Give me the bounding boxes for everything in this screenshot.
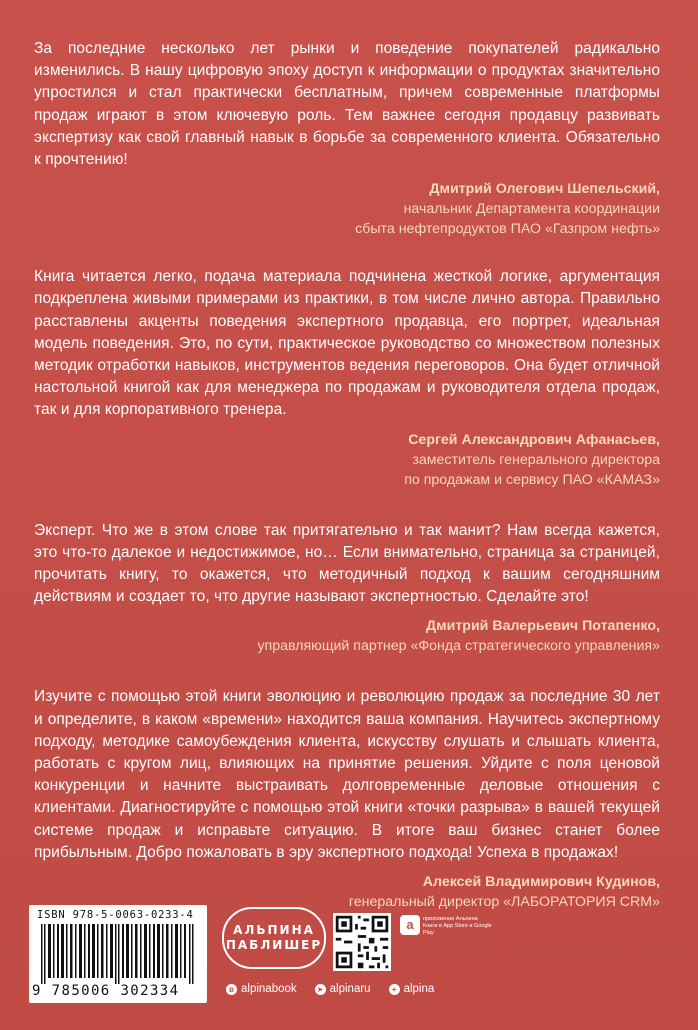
author-title-3-line-1: управляющий партнер «Фонда стратегического управления» — [257, 638, 660, 655]
social-vk[interactable] — [226, 983, 297, 995]
author-title-1-line-1: начальник Департамента координации — [403, 201, 660, 218]
social-web-label: alpina — [403, 983, 435, 995]
quotes-section — [34, 38, 660, 912]
author-title-2-line-1: заместитель генерального директора — [412, 451, 660, 468]
social-web[interactable] — [389, 983, 435, 995]
author-name-1: Дмитрий Олегович Шепельский, — [429, 181, 660, 198]
author-title-2-line-2: по продажам и сервису ПАО «КАМАЗ» — [404, 471, 660, 488]
quote-text-2: Книга читается легко, подача материала подчинена жесткой логике, аргументация подкреплена живыми примерами из практики, в том числе лично автора. Правильно расставлены акценты поведения экспертного продавца, его портрет, идеальная модель поведения. Это, по сути, практическое руководство со множеством полезных методик отработки навыков, инструментов ведения переговоров. Она будет отличной настольной книгой как для менеджера по продажам и руководителя отдела продаж, так и для корпоративного тренера. — [34, 268, 660, 419]
author-name-3: Дмитрий Валерьевич Потапенко, — [426, 618, 660, 635]
barcode-bars — [37, 924, 199, 984]
isbn-label: ISBN 978-5-0063-0233-4 — [37, 909, 194, 921]
vk-icon: в — [226, 984, 237, 995]
quote-author-2 — [34, 430, 660, 490]
social-links — [226, 983, 434, 995]
telegram-icon: ➤ — [315, 984, 326, 995]
quote-author-3 — [34, 616, 660, 656]
author-name-4: Алексей Владимирович Кудинов, — [422, 874, 660, 891]
author-title-1-line-2: сбыта нефтепродуктов ПАО «Газпром нефть» — [355, 221, 660, 238]
barcode-number: 9 785006 302334 — [32, 983, 180, 999]
quote-text-3: Эксперт. Что же в этом слове так притягательно и так манит? Нам всегда кажется, это что-то далекое и недостижимое, но… Если внимательно, страница за страницей, прочитать книгу, то окажется, что методичный подход к вашим сегодняшним действиям и создает то, что другие называют экспертностью. Сделайте это! — [34, 521, 660, 606]
quote-text-1: За последние несколько лет рынки и поведение покупателей радикально изменились. В нашу цифровую эпоху доступ к информации о продуктах значительно упростился и стал практически бесплатным, причем современные платформы продаж играют в этом ключевую роль. Тем важнее сегодня продавцу развивать экспертизу как свой главный навык в борьбе за современного клиента. Обязательно к прочтению! — [34, 40, 660, 169]
app-promo-text: приложение Альпина Книги в App Store и Google Play — [423, 916, 492, 936]
social-telegram[interactable] — [315, 983, 371, 995]
author-name-2: Сергей Александрович Афанасьев, — [408, 431, 660, 448]
social-vk-label: alpinabook — [241, 983, 297, 995]
social-telegram-label: alpinaru — [329, 983, 371, 995]
globe-icon: + — [389, 984, 400, 995]
publisher-logo — [222, 907, 326, 969]
isbn-barcode — [29, 905, 207, 1003]
quote-author-1 — [34, 179, 660, 239]
publisher-name-line-1: АЛЬПИНА — [233, 923, 315, 937]
alpina-app-icon: а — [400, 915, 420, 935]
author-title-4-line-1: генеральный директор «ЛАБОРАТОРИЯ CRM» — [348, 894, 660, 911]
qr-code — [333, 913, 391, 971]
publisher-name-line-2: ПАБЛИШЕР — [225, 938, 323, 952]
quote-text-4: Изучите с помощью этой книги эволюцию и революцию продаж за последние 30 лет и определите, в каком «времени» находится ваша компания. Научитесь экспертному подходу, методике самоубеждения клиента, искусству слушать и слышать клиента, работать с кругом лиц, влияющих на принятие решения. Уйдите с поля ценовой конкуренции и начните выстраивать долговременные деловые отношения с клиентами. Диагностируйте с помощью этой книги «точки разрыва» в вашей текущей системе продаж и исправьте ситуацию. В итоге ваш бизнес станет более прибыльным. Добро пожаловать в эру экспертного подхода! Успеха в продажах! — [34, 688, 660, 861]
